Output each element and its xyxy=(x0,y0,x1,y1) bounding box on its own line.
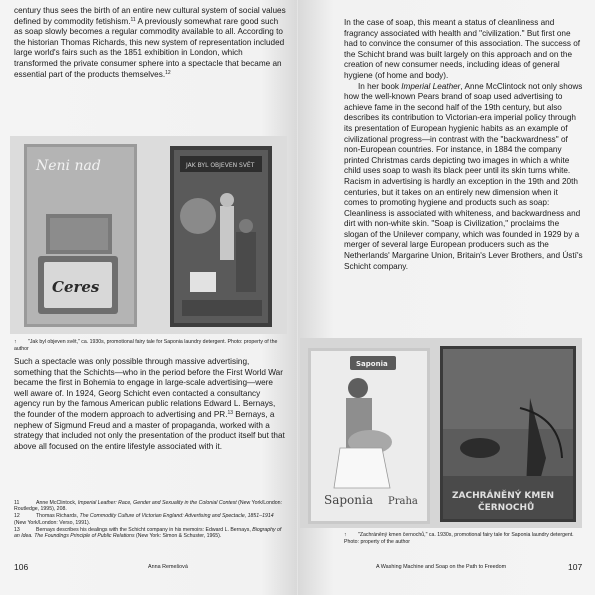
figure-photo-left xyxy=(10,136,287,334)
para2-text-a: In her book xyxy=(358,81,402,91)
footnote-text: (New York/London: Routledge, 1995), 208. xyxy=(14,500,282,513)
footnote-number: 11 xyxy=(14,500,20,506)
caption-text-right: "Zachráněný kmen černochů," ca. 1930s, promotional fairy tale for Saponia laundry detergent. Photo: property of the author xyxy=(344,532,574,545)
poster-city: Praha xyxy=(388,496,418,507)
paragraph-1: In the case of soap, this meant a status of cleanliness and fragrancy associated with health and "civilization." But first one had to convince the consumer of this association. The success of the Schicht brand was built largely on this approach and on the creation of new consumer needs, including ideas of general hygiene (of home and body). xyxy=(344,18,581,80)
intro-text-a: century thus sees the birth of an entire new cultural system of social values defined by commodity fetishism. xyxy=(14,6,286,26)
footnote-12 xyxy=(14,513,286,526)
poster-title-line2: ČERNOCHŮ xyxy=(478,503,535,513)
footnote-book-title: The Commodity Culture of Victorian England: Advertising and Spectacle, 1851–1914 xyxy=(79,513,274,520)
footnote-text: (New York: Simon & Schuster, 1965). xyxy=(134,533,222,540)
footnote-text: Thomas Richards, xyxy=(36,513,80,520)
poster-left-brand: Ceres xyxy=(52,278,100,296)
poster-title-line1: ZACHRÁNĚNÝ KMEN xyxy=(452,491,554,501)
caption-text-left: "Jak byl objeven svět," ca. 1930s, promotional fairy tale for Saponia laundry detergent. Photo: property of the author xyxy=(14,339,278,352)
main-text-a: Such a spectacle was only possible through massive advertising, something that the Schichts—who in the period before the First World War became the first in Bohemia to engage in large-scale advertising—were well aware of. In 1924, Georg Schicht even contacted a consultancy agency run by the famous American public relations Edward L. Bernays, the founder of the modern approach to advertising and PR. xyxy=(14,357,283,419)
footnote-text: (New York/London: Verso, 1991). xyxy=(14,519,91,526)
poster-brand: Saponia xyxy=(324,493,374,507)
poster-right-title: JAK BYL OBJEVEN SVĚT xyxy=(186,162,255,169)
footnote-number: 12 xyxy=(14,513,20,520)
arrow-up-icon: ↑ xyxy=(14,339,17,345)
poster-saponia-tribe xyxy=(440,346,576,522)
footnote-text: Anne McClintock, xyxy=(36,500,78,506)
poster-left-title: Neni nad xyxy=(36,158,101,174)
figure-illustration-left xyxy=(10,136,287,334)
main-text-right xyxy=(344,18,584,272)
main-text-b: Bernays, a nephew of Sigmund Freud and a master of propaganda, worked with a strategy that included not only the presentation of the product itself but that above all focused on the entire lifestyle associated with it. xyxy=(14,409,285,451)
figure-caption-right xyxy=(344,532,580,545)
arrow-up-icon: ↑ xyxy=(344,532,347,538)
intro-text xyxy=(14,6,286,80)
footnote-book-title: Imperial Leather: Race, Gender and Sexuality in the Colonial Contest xyxy=(77,500,237,506)
left-page xyxy=(0,0,297,595)
poster-badge: Saponia xyxy=(356,360,388,368)
poster-ceres xyxy=(24,144,137,327)
page-number-right: 107 xyxy=(568,562,583,572)
figure-photo-right xyxy=(300,338,582,528)
footnote-text: Bernays describes his dealings with the Schicht company in his memoirs: Edward L. Bernays, xyxy=(36,526,253,533)
poster-saponia-woman xyxy=(308,348,430,524)
footnote-book-title: Biography of an Idea. The Foundings Principle of Public Relations xyxy=(14,526,282,540)
footnote-13 xyxy=(14,527,286,540)
running-head-author: Anna Remešová xyxy=(148,564,188,570)
running-head-title: A Washing Machine and Soap on the Path to Freedom xyxy=(376,564,507,570)
poster-saponia-tale xyxy=(170,146,272,327)
figure-illustration-right xyxy=(300,338,582,528)
paragraph-2 xyxy=(344,82,584,273)
footnote-ref-11[interactable]: 11 xyxy=(130,16,136,23)
intro-paragraph xyxy=(14,6,286,80)
right-page xyxy=(298,0,595,595)
footnote-11 xyxy=(14,500,286,513)
footnote-ref-13[interactable]: 13 xyxy=(227,409,234,416)
book-title: Imperial Leather xyxy=(401,81,461,91)
intro-text-b: A previously somewhat rare good such as soap slowly becomes a regular commodity available to all. According to the historian Thomas Richards, this new system of representation included large world's fairs such as the 1851 exhibition in London, which transformed the private consumer sphere into a spectacle that became an essential part of the products themselves. xyxy=(14,16,285,79)
page-number-left: 106 xyxy=(14,562,29,572)
footnote-number: 13 xyxy=(14,526,20,533)
para2-text-b: , Anne McClintock not only shows how the well-known Pears brand of soap used advertising to achieve fame in the second half of the 19th century, but also describes its contribution to Victorian-era imperial policy through its presentation of European hygienic habits as an example of civilizational progress—in contrast with the "backwardness" of non-European countries. For instance, in 1884 the company printed Christmas cards depicting two images in which a white child uses soap to wash its black peer until its skin turns white. Racism in advertising is hardly an exception in the 19th and 20th centuries, but it takes on an entirely new dimension when it comes to promoting hygiene and products such as soap: Cleanliness is associated with whiteness, and backwardness and dirt with non-white skin. "Soap is Civilization," proclaims the slogan of the Unilever company, which was founded in 1929 by a merger of several large European producers such as the Netherlands' Margarine Union, Britain's Lever Brothers, and Ústí's Schicht company. xyxy=(344,81,583,271)
footnotes xyxy=(14,500,286,540)
main-text-left xyxy=(14,357,286,452)
figure-caption-left xyxy=(14,339,284,352)
footnote-ref-12[interactable]: 12 xyxy=(165,69,171,76)
main-paragraph-left xyxy=(14,357,286,452)
